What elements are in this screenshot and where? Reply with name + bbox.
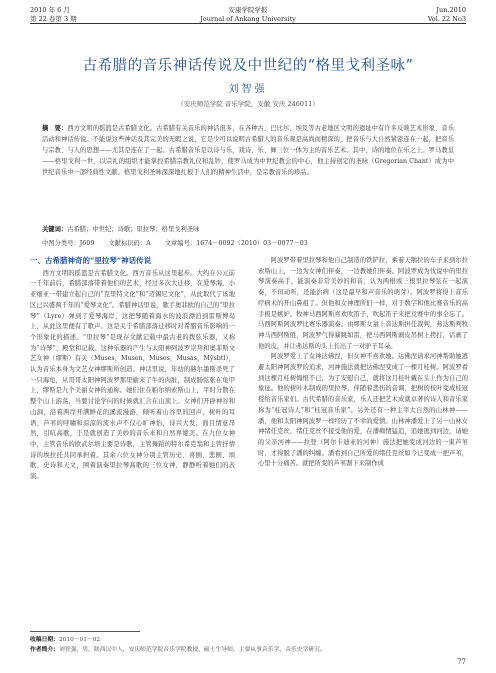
bio-label: 作者简介： bbox=[30, 647, 59, 653]
abstract-text: 西方文明的摇篮是古希腊文化。古希腊有关音乐的神话很多，在各种古、巴比尔、埃及等古老地区文明的遗址中有许多反映艺术形象、音乐活动和神话传说。不能说这些神话及其完美的无暇之说，它是少可以说明古希腊人的音乐观是高尚而精深的，把音乐与大自然紧密连在一起，把音乐与宗教、与人的思想——尤其是连在了一起。古希腊音乐是以诗与乐，戏诗、乐、舞三位一体为主的音乐艺术。其中，诗的地位在乐之上。罗马教皇——格里戈利一世，以宗礼的组织才能掌控希腊宗教礼仪和乱钞，使罗马成为中世纪教会的中心，他主持创定的圣咏（Gregorian Chant）成为中世纪音乐中一部经典性文献。格里戈利圣咏深深地扎根于人们的精神生活中，是宗教音乐的珍品。 bbox=[42, 125, 455, 176]
journal-name-en: Journal of Ankang University bbox=[200, 15, 296, 23]
keywords-text: 古希腊；中世纪；诗歌；里拉琴；格里戈利圣咏 bbox=[67, 226, 200, 233]
body-paragraph: 阿波罗爱上了女神达佛涅，但女神不喜欢她。达佛涅请求河神帮助她逃避太阳神阿波罗的追求，河神施法就把达佛涅变成了一棵月桂树。阿波罗看到这棵月桂树悔恨不已，为了安慰自己，就将这月桂叶戴在头上作为自己的象征。他的树叶木制成的里拉琴，伴随着悲伤的音调，把树的枝叶变成桂冠授给音乐家们。古代希腊的音乐家，乐人还把艺术成就卓著的诗人和音乐家称为“桂冠诗人”和“桂冠音乐家”。另外还有一种主宰大自然的山林神——潘，他和太阳神阿波罗一样经历了不幸的爱情。山林神潘爱上了另一山林女神绪任克丝，绪任克丝不接受他的爱，在潘痴情猛追，追她逃到河边，请她的父亲河神——拉登（阿尔卡迪亚的河神）施法把她变成河边的一束芦苇时，才得脱了潘的纠缠。潘看到自己所爱的绪任克丝如今已变成一把芦苇，心里十分痛苦。就把所变的芦苇割下来制作成 bbox=[258, 353, 468, 468]
running-header bbox=[30, 6, 466, 28]
body-paragraph: 阿波罗带着里拉琴和他自己制造的铁铲拉，乘着天鹅拉的车子来到尔拉索斯山上，一边为女神们伴奏，一边教她们伴奏。阿波罗成为伐说中的里拉琴演奏高手，能演奏非常美妙的和音，认为两根或三根里拉琴弦在一起演奏，不但动听，还能治病（这是最早和声音乐的萌芽）。阿波罗将得上音乐疗病术的开山鼻祖了。但他和女神理所们一样，对于数字和他比赛音乐的高手极是嫉妒。牧神马西阿斯喜欢吹笛子，吹起笛子来把竞赛中的事全忘了。马西阿斯阿波罗比赛乐器演奏。由缪斯女童上音达斯担任裁判，弗达斯判牧神马西阿斯胜，阿波罗气得暴跳如雷，把马西阿斯剥皮吊树上拷打，话剥了他的皮，并让弗达斯的头上长出了一对驴子耳朵。 bbox=[258, 257, 468, 350]
footnote-received bbox=[30, 634, 466, 643]
page-number: 77 bbox=[457, 658, 466, 666]
article-title: 古希腊的音乐神话传说及中世纪的“格里戈利圣咏” bbox=[82, 58, 414, 74]
author-affiliation: （安庆师范学院 音乐学院，安徽 安庆 246011） bbox=[177, 100, 319, 108]
received-label: 收稿日期： bbox=[30, 637, 59, 643]
section-heading: 一、古希腊神奇的“里拉琴”神话传说 bbox=[30, 256, 152, 265]
author-name: 刘智强 bbox=[228, 84, 268, 95]
body-column-left bbox=[30, 256, 235, 483]
keywords bbox=[42, 224, 454, 233]
header-volume-en: Vol. 22 No3 bbox=[427, 15, 466, 23]
bio-text: 刘智强，男，陕西汉中人，安庆师范学院音乐学院教授，硕士生导师，主要从事音乐学、音乐史学研究。 bbox=[59, 647, 326, 653]
header-issue-en bbox=[428, 6, 466, 24]
footnote-author-bio bbox=[30, 644, 466, 653]
header-date-en: Jun.2010 bbox=[436, 6, 466, 14]
header-rule bbox=[30, 23, 466, 24]
body-paragraph: 西方文明的摇篮是古希腊文化。西方音乐从这里起步。大约在公元前一千年前后，希腊部落带着他们的艺术，经过多次大迁移，在爱琴海、小亚细亚一带建立起自己的“克里特文化”和“迈锡尼文化”，从此取代了该地区已兴盛两千年的“爱琴文化”。希腊神话里说，歌手奥菲欧的自己的“里拉琴”（Lyre）弹到了爱琴海岸，这把琴随着海水的波浪漂泊到雷斯博岛上，从此这里便有了歌声。这是关于希腊部落迁移时对希腊音乐影响的一个形象化的描述。“里拉琴”是现存文献记载中最古老的拨弦乐器，又称为“诗琴”、殿堂和记载。这种乐器的产生与太阳神阿波罗崇拜和奥菲斯文艺女神（缪斯）有关（Muses，Musen，Muses，Musas，Mȳsbtl），认为音乐本身为文艺女神缪斯所创造。神话里说，年幼的赫尔墨斯杀死了一只海龟，从哥哥太阳神阿波罗那里偷来了牛的肉脏，制成肠弦张在龟甲上，缪斯是九个美丽女神的通称。她们住在帕尔纳索斯山上，平时分散在整个山上游荡，当要讨论学问的时候就汇合在山顶上。女神们开辟神谷和山洞，沿着两岸开满鲜花的溪流漫游，倾听着山谷里的回声，树叶的耳语、芦苇的呼嘯和涼涼的流水声不仅心旷神怡，诗兴大发，面且情意昂然，引吭高歌，于是就创造了美妙的音乐来和自然界媲美。在九位女神中，主管音乐的欧武尔培主要是诗歌，主管舞蹈的特尔希克翁和主管抒情诗的埃拉托共同承担着。其余六位女神分别主管历史、喜剧、悲剧、颂歌、史诗和天文，围着演奏里拉琴高歌的三位女神，静静听着她们的表演。 bbox=[30, 269, 235, 481]
abstract bbox=[42, 123, 454, 178]
abstract-label: 摘 要： bbox=[42, 125, 68, 132]
body-column-right bbox=[258, 256, 468, 470]
footnote-rule bbox=[30, 631, 140, 632]
document-code: 文献标识码：A bbox=[108, 240, 151, 247]
header-date: 2010 年 6 月 bbox=[30, 6, 70, 14]
journal-name-cn: 安康学院学报 bbox=[228, 6, 268, 14]
clc-number: 中图分类号：J609 bbox=[42, 240, 95, 247]
classification-line bbox=[42, 238, 454, 247]
header-journal bbox=[30, 6, 466, 24]
received-date: 2010－01－02 bbox=[59, 637, 101, 643]
header-volume: 第 22 卷第 3 期 bbox=[30, 15, 77, 23]
keywords-label: 关键词： bbox=[42, 226, 68, 233]
article-number: 文章编号：1674－0092（2010）03－0077－03 bbox=[164, 240, 308, 247]
